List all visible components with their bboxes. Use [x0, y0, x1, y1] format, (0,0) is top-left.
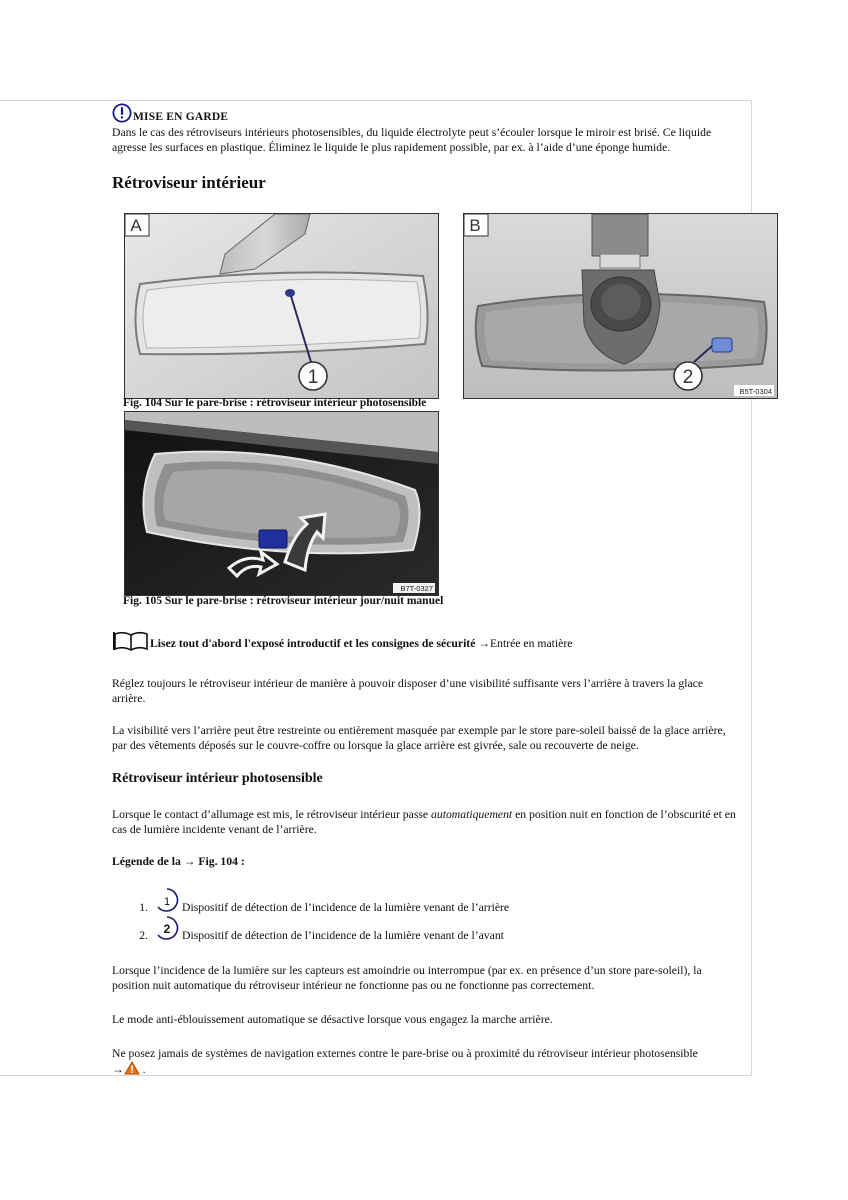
- legend-list: [112, 888, 712, 944]
- figure-105-caption: Fig. 105 Sur le pare-brise : rétroviseur intérieur jour/nuit manuel: [123, 595, 444, 607]
- paragraph-visibility: La visibilité vers l’arrière peut être restreinte ou entièrement masquée par exemple par le store pare-soleil baissé de la glace arrière, par des vêtements déposés sur le couvre-coffre ou lorsque la glace arrière est givrée, sale ou recouverte de neige.: [112, 724, 726, 752]
- paragraph-automatic: [112, 807, 736, 837]
- legend-title: Légende de la → Fig. 104 :: [112, 855, 245, 868]
- navigation-text: Ne posez jamais de systèmes de navigation externes contre le pare-brise ou à proximité du rétroviseur intérieur photosensible: [112, 1047, 698, 1060]
- intro-bold-text: Lisez tout d'abord l'exposé introductif et les consignes de sécurité: [150, 637, 476, 650]
- paragraph-sensors: Lorsque l’incidence de la lumière sur les capteurs est amoindrie ou interrompue (par ex. en présence d’un store pare-soleil), la position nuit automatique du rétroviseur intérieur ne fonctionne pas ou ne fonctionne pas correctement.: [112, 964, 702, 992]
- warning-circle-icon: [112, 103, 132, 123]
- warning-triangle-icon[interactable]: [124, 1061, 140, 1075]
- figure-104-panel-a: [124, 213, 439, 399]
- warning-title: MISE EN GARDE: [133, 111, 229, 123]
- figure-104-panel-b: [463, 213, 778, 399]
- auto-before: Lorsque le contact d’allumage est mis, le rétroviseur intérieur passe: [112, 808, 432, 821]
- navigation-end: .: [142, 1063, 146, 1076]
- book-icon: [112, 630, 150, 652]
- auto-italic: automatiquement: [431, 808, 513, 821]
- legend-item-number: 2.: [139, 929, 148, 942]
- figure-104-code: B5T-0304: [739, 387, 772, 396]
- paragraph-reverse: Le mode anti-éblouissement automatique se désactive lorsque vous engagez la marche arrière.: [112, 1013, 553, 1026]
- figure-104-caption: Fig. 104 Sur le pare-brise : rétroviseur intérieur photosensible: [123, 397, 427, 409]
- legend-circle-icon: [154, 887, 180, 916]
- warning-text: Dans le cas des rétroviseurs intérieurs photosensibles, du liquide électrolyte peut s’écouler lorsque le miroir est brisé. Ce liquide agresse les surfaces en plastique. Éliminez le liquide le plus rapidement possible, par ex. à l’aide d’une éponge humide.: [112, 126, 712, 154]
- legend-item-number: 1.: [139, 901, 148, 914]
- front-light-sensor: [712, 338, 732, 352]
- paragraph-navigation: [112, 1046, 736, 1077]
- legend-item: [112, 916, 712, 944]
- callout-2-label: 2: [682, 367, 694, 388]
- warning-header: [112, 103, 228, 123]
- mirror-front-view-illustration: [464, 214, 777, 398]
- section-title: Rétroviseur intérieur: [112, 173, 266, 192]
- legend-circle-label: 2: [163, 922, 171, 936]
- auto-after: en position nuit en fonction de l’obscurité et en cas de lumière incidente venant de l’arrière.: [112, 808, 736, 836]
- legend-item-text: Dispositif de détection de l’incidence de la lumière venant de l’arrière: [182, 901, 510, 914]
- figure-105: [124, 411, 439, 596]
- legend-item-text: Dispositif de détection de l’incidence de la lumière venant de l’avant: [182, 929, 504, 942]
- callout-1-label: 1: [307, 367, 319, 388]
- legend-item: [112, 888, 712, 916]
- rear-light-sensor: [285, 289, 295, 297]
- navigation-arrow: →: [112, 1063, 124, 1076]
- intro-line: [112, 630, 732, 652]
- panel-a-label: A: [130, 216, 142, 235]
- day-night-tab: [259, 530, 287, 548]
- legend-circle-label: 1: [163, 896, 171, 908]
- mirror-photosensitive-illustration: [125, 214, 438, 398]
- legend-circle-icon: [154, 915, 180, 944]
- intro-arrow: →: [478, 637, 490, 650]
- paragraph-adjust: Réglez toujours le rétroviseur intérieur de manière à pouvoir disposer d’une visibilité suffisante vers l’arrière à travers la glace arrière.: [112, 677, 704, 705]
- subsection-title: Rétroviseur intérieur photosensible: [112, 771, 323, 786]
- figure-105-code: B7T-0327: [400, 584, 433, 593]
- intro-link[interactable]: Entrée en matière: [490, 637, 573, 650]
- panel-b-label: B: [469, 216, 481, 235]
- mirror-manual-illustration: [125, 412, 438, 595]
